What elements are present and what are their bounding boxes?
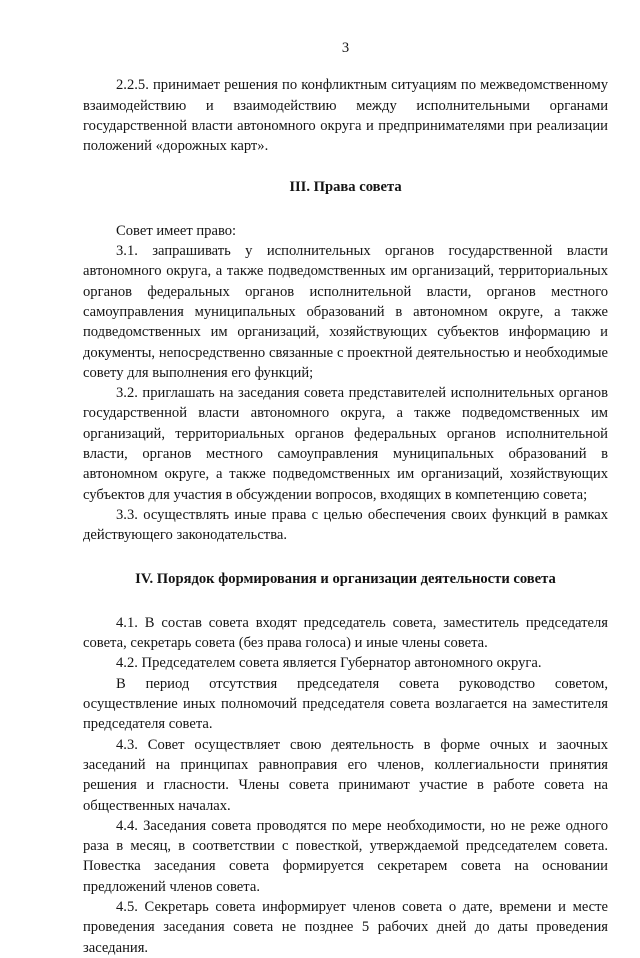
paragraph-3-3: 3.3. осуществлять иные права с целью обеспечения своих функций в рамках действующего законодательства. (83, 506, 608, 544)
paragraph-4-3: 4.3. Совет осуществляет свою деятельность в форме очных и заочных заседаний на принципах равноправия его членов, коллегиальности принятия решения и гласности. Члены совета принимают участие в работе совета на общественных началах. (83, 736, 608, 814)
paragraph-4-1: 4.1. В состав совета входят председатель совета, заместитель председателя совета, секретарь совета (без права голоса) и иные члены совета. (83, 614, 608, 652)
paragraph-2-2-5: 2.2.5. принимает решения по конфликтным ситуациям по межведомственному взаимодействию и взаимодействию между исполнительными органами государственной власти автономного округа и предпринимателями при реализации положений «дорожных карт». (83, 77, 608, 155)
section-3-heading: III. Права совета (289, 179, 402, 196)
paragraph-3-2: 3.2. приглашать на заседания совета представителей исполнительных органов государственной власти автономного округа, а также подведомственных им организаций, территориальных органов федеральных органов исполнительной власти, органов местного самоуправления муниципальных образований в автономном округе, а также подведомственных им организаций, хозяйствующих субъектов для участия в обсуждении вопросов, входящих в компетенцию совета; (83, 385, 608, 503)
page-number: 3 (341, 40, 350, 56)
section-4-heading: IV. Порядок формирования и организации деятельности совета (135, 570, 556, 587)
paragraph-4-2-substitute: В период отсутствия председателя совета руководство советом, осуществление иных полномочий председателя совета возлагается на заместителя председателя совета. (83, 675, 608, 733)
paragraph-4-4: 4.4. Заседания совета проводятся по мере необходимости, но не реже одного раза в месяц, в соответствии с повесткой, утверждаемой председателем совета. Повестка заседания совета формируется секретарем совета на основании предложений членов совета. (83, 817, 608, 895)
paragraph-4-5: 4.5. Секретарь совета информирует членов совета о дате, времени и месте проведения заседания совета не позднее 5 рабочих дней до даты проведения заседания. (83, 898, 608, 956)
section-3-intro: Совет имеет право: (116, 222, 237, 239)
paragraph-3-1: 3.1. запрашивать у исполнительных органов государственной власти автономного округа, а также подведомственных им организаций, территориальных органов федеральных органов исполнительной власти, органов местного самоуправления муниципальных образований в автономном округе, а также подведомственных им организаций, хозяйствующих субъектов информацию и документы, непосредственно связанные с проектной деятельностью и необходимые совету для выполнения его функций; (83, 243, 608, 381)
paragraph-4-2: 4.2. Председателем совета является Губернатор автономного округа. (116, 655, 542, 672)
